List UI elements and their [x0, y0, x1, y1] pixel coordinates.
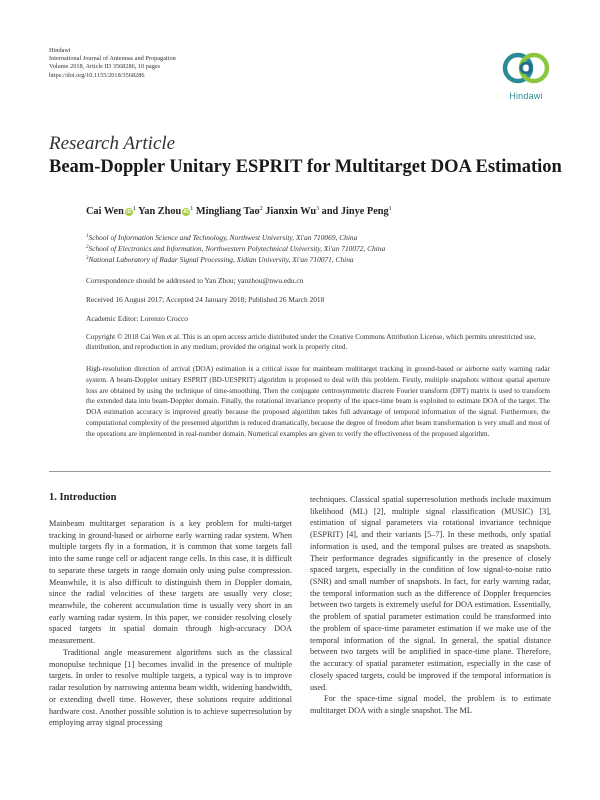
article-type: Research Article — [49, 133, 176, 154]
affiliation: $^3$National Laboratory of Radar Signal Processing, Xidian University, Xi'an 710071, China — [86, 255, 354, 264]
author-name: Cai Wen — [86, 206, 124, 217]
correspondence: Correspondence should be addressed to Yan Zhou; yanzhou@nwu.edu.cn — [86, 276, 304, 285]
author-name: Jianxin Wu — [265, 206, 317, 217]
dates: Received 16 August 2017; Accepted 24 January 2018; Published 26 March 2018 — [86, 295, 325, 304]
section-heading: 1. Introduction — [49, 492, 117, 503]
paper-title: Beam-Doppler Unitary ESPRIT for Multitarget DOA Estimation — [49, 157, 562, 177]
right-column — [310, 494, 551, 717]
left-column — [49, 518, 292, 729]
divider — [49, 471, 551, 472]
affiliation: $^2$School of Electronics and Information, Northwestern Polytechnical University, Xi'an 710072, China — [86, 244, 386, 253]
paragraph: For the space-time signal model, the problem is to estimate multitarget DOA with a single snapshot. The ML — [310, 694, 551, 715]
journal-publisher: Hindawi — [49, 47, 71, 54]
journal-volume: Volume 2018, Article ID 3568286, 10 pages — [49, 63, 161, 71]
copyright-notice: Copyright © 2018 Cai Wen et al. This is an open access article distributed under the Creative Commons Attribution License, which permits unrestricted use, distribution, and reproduction in any medium, provided the original work is properly cited. — [86, 333, 536, 351]
author-list: Cai Wen $iD^1$ Yan Zhou $iD^1$ Mingliang Tao$^2$ Jianxin Wu$^3$ and Jinye Peng$^1$ — [86, 206, 392, 217]
orcid-icon[interactable]: iD — [126, 209, 132, 215]
paragraph: Traditional angle measurement algorithms such as the classical monopulse technique [1] becomes invalid in the presence of multiple targets. In order to resolve multiple targets, a typical way is to improve radar resolution by narrowing antenna beam width, widening bandwidth, or extending dwell time. However, these solutions require additional hardware cost. Another possible solution is to achieve superresolution by employing array signal processing — [49, 647, 292, 728]
paragraph: Mainbeam multitarget separation is a key problem for multi-target tracking in ground-based or airborne early warning radar system. When multiple targets fly in a formation, it is common that some targets fall into the same range cell or adjacent range cells. In this case, it is difficult to separate these targets in range domain only using pulse compression. Meanwhile, it is also difficult to distinguish them in Doppler domain, since the radial velocities of these targets are usually very close; meanwhile, the coherent accumulation time is usually very short in an early warning radar system. In this paper, we consider resolving closely spaced targets in spatial domain through high-accuracy DOA measurement. — [49, 519, 292, 646]
logo-text: Hindawi — [509, 91, 543, 101]
orcid-icon[interactable]: iD — [183, 209, 190, 215]
author-name: Mingliang Tao — [195, 206, 260, 217]
abstract: High-resolution direction of arrival (DOA) estimation is a critical issue for mainbeam multitarget tracking in ground-based or airborne early warning radar system. A beam-Doppler unitary ESPRIT (BD-UESPRIT) algorithm is proposed to deal with this problem. Firstly, multiple snapshots without spatial aperture loss are obtained by using the technique of time-smoothing. Then the conjugate centrosymmetric discrete Fourier transform (DFT) matrix is used to transform the extended data into beam-Doppler domain. Finally, the rotational invariance property of the space-time beam is exploited to estimate DOA of the target. The DOA estimation accuracy is improved greatly because the proposed algorithm takes full advantage of temporal information of the signal. Furthermore, the computational complexity of the presented algorithm is reduced dramatically, because the degree of freedom after beam transformation is very small and most of the operations are implemented in real-number domain. Numerical examples are given to verify the effectiveness of the proposed algorithm. — [86, 365, 550, 438]
paragraph: techniques. Classical spatial superresolution methods include maximum likelihood (ML) [2], multiple signal classification (MUSIC) [3], estimation of signal parameters via rotational invariance technique (ESPRIT) [4], and their variants [5–7]. In these methods, only spatial information is used, and the temporal pulses are treated as snapshots. Their performance degrades significantly in the presence of closely spaced targets, especially in the condition of low signal-to-noise ratio (SNR) and small number of snapshots. In fact, for early warning radar, the temporal information such as the difference of Doppler frequencies between two targets is extremely useful for DOA estimation. Essentially, the problem of spatial parameter estimation could be transformed into the problem of space-time parameter estimation if we make use of the temporal information of the signal. In general, the spatial distance between two targets will be amplified in space-time plane. Therefore, the accuracy of spatial parameter estimation, especially in the case of closely spaced targets, could be improved if the temporal information is used. — [310, 495, 551, 692]
journal-doi[interactable]: https://doi.org/10.1155/2018/3568286 — [49, 71, 145, 79]
academic-editor: Academic Editor: Lorenzo Crocco — [86, 314, 188, 323]
affiliation: $^1$School of Information Science and Technology, Northwest University, Xi'an 710069, China — [86, 233, 358, 242]
journal-name: International Journal of Antennas and Propagation — [49, 55, 176, 63]
author-name: Yan Zhou — [138, 206, 182, 217]
author-name: Jinye Peng — [340, 206, 389, 217]
journal-info — [49, 47, 176, 80]
